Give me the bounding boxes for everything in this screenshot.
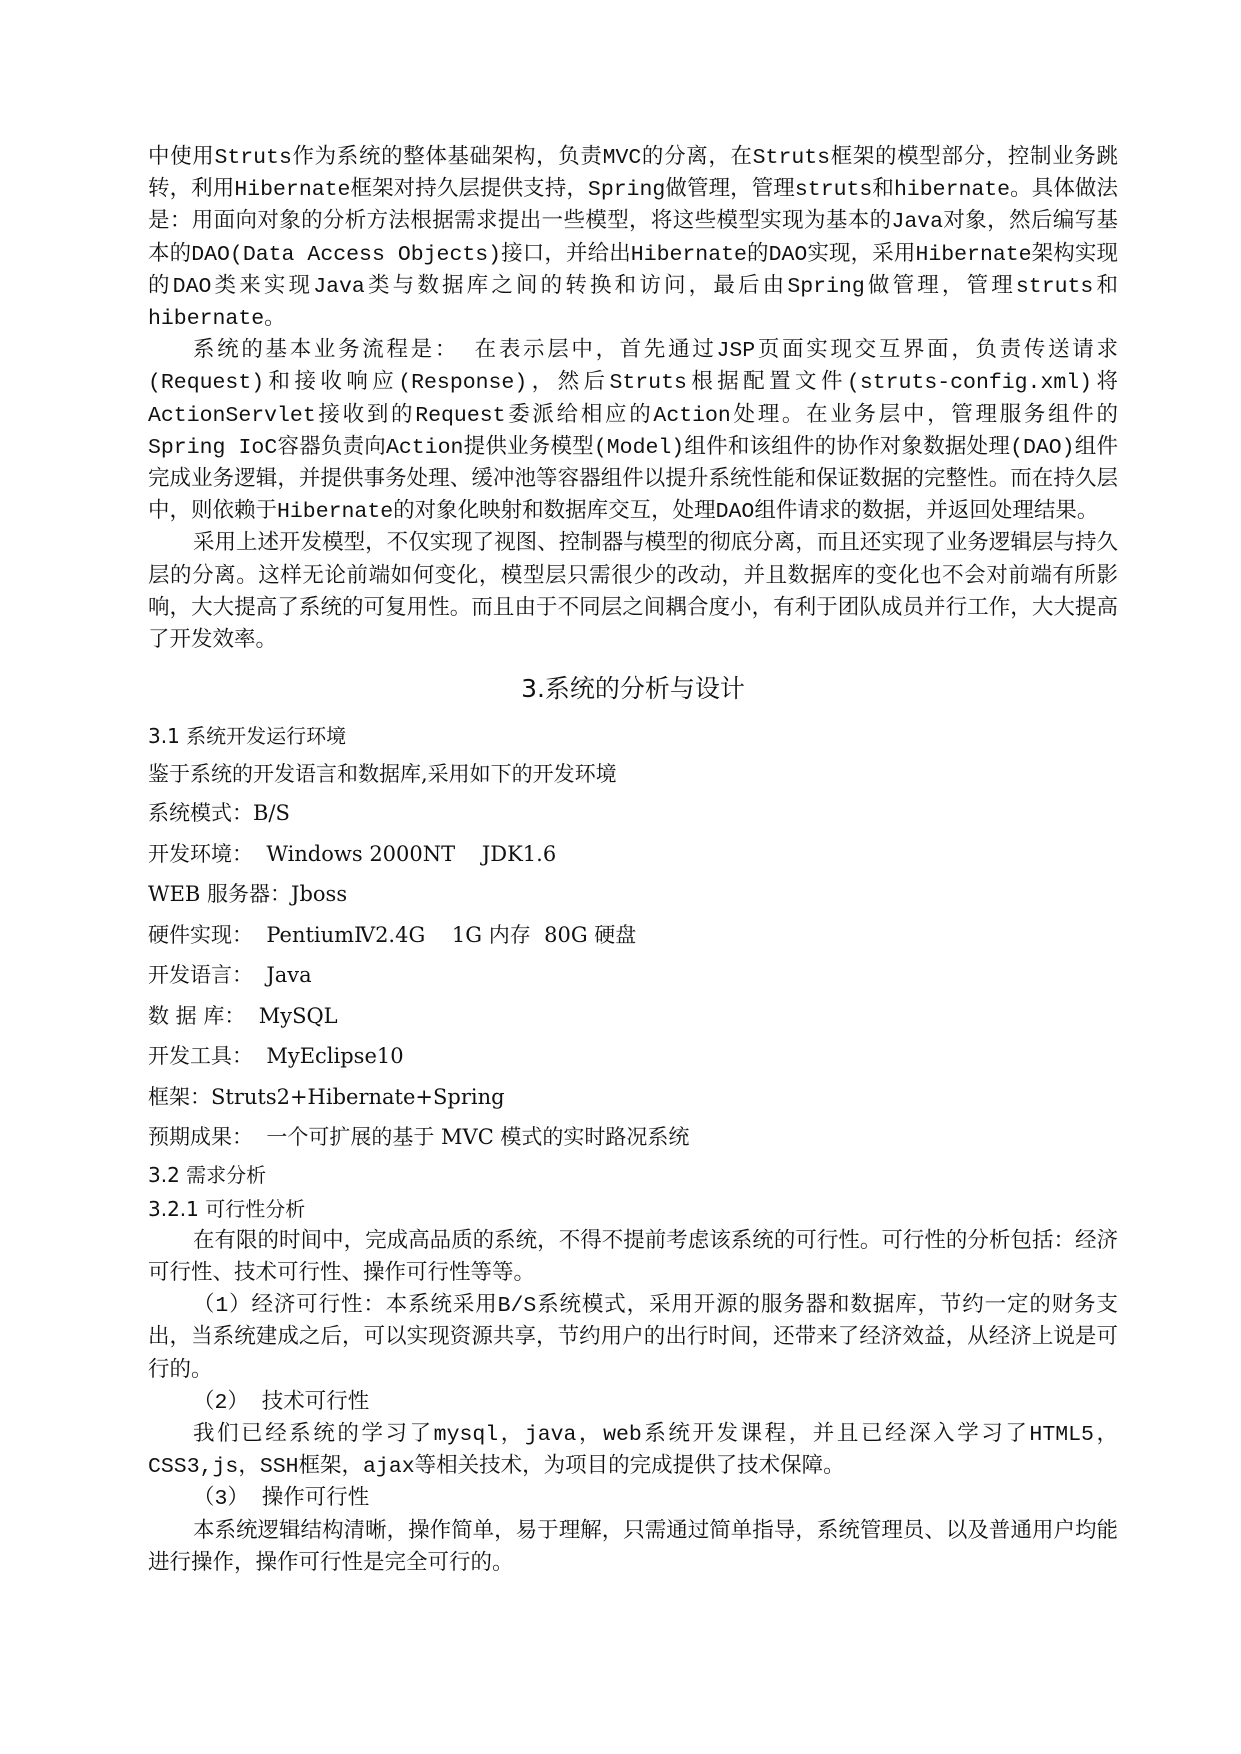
env-key: WEB 服务器： (148, 882, 292, 907)
env-key: 数 据 库： (148, 1003, 246, 1028)
env-value: Java (253, 963, 312, 988)
env-row (148, 955, 1118, 996)
env-value: MyEclipse10 (253, 1044, 404, 1069)
intro-paragraph-2: 系统的基本业务流程是： 在表示层中，首先通过JSP页面实现交互界面，负责传送请求(Request)和接收响应(Response)，然后Struts根据配置文件(struts-config.xml)将ActionServlet接收到的Request委派给相应的Action处理。在业务层中，管理服务组件的Spring IoC容器负责向Action提供业务模型(Model)组件和该组件的协作对象数据处理(DAO)组件完成业务逻辑，并提供事务处理、缓冲池等容器组件以提升系统性能和保证数据的完整性。而在持久层中，则依赖于Hibernate的对象化映射和数据库交互，处理DAO组件请求的数据，并返回处理结果。 (148, 339, 1118, 525)
env-row (148, 834, 1118, 875)
operation-feasibility-title: （3） 操作可行性 (193, 1487, 370, 1512)
env-value: Jboss (291, 882, 348, 907)
env-row (148, 1117, 1118, 1158)
env-value: B/S (253, 801, 290, 826)
tech-feasibility-title: （2） 技术可行性 (193, 1390, 370, 1415)
env-row (148, 996, 1118, 1037)
env-value: PentiumⅣ2.4G 1G 内存 80G 硬盘 (253, 922, 637, 947)
operation-feasibility-body: 本系统逻辑结构清晰，操作简单，易于理解，只需通过简单指导，系统管理员、以及普通用户均能进行操作，操作可行性是完全可行的。 (148, 1519, 1118, 1576)
env-key: 开发工具： (148, 1044, 253, 1069)
env-key: 系统模式： (148, 801, 253, 826)
environment-intro: 鉴于系统的开发语言和数据库,采用如下的开发环境 (148, 762, 617, 787)
env-row (148, 874, 1118, 915)
intro-paragraph-3: 采用上述开发模型，不仅实现了视图、控制器与模型的彻底分离，而且还实现了业务逻辑层与持久层的分离。这样无论前端如何变化，模型层只需很少的改动，并且数据库的变化也不会对前端有所影响，大大提高了系统的可复用性。而且由于不同层之间耦合度小，有利于团队成员并行工作，大大提高了开发效率。 (148, 532, 1118, 654)
env-value: Windows 2000NT JDK1.6 (253, 841, 557, 866)
env-row (148, 1077, 1118, 1118)
env-value: Struts2+Hibernate+Spring (211, 1084, 505, 1109)
env-key: 预期成果： (148, 1125, 253, 1150)
feasibility-intro: 在有限的时间中，完成高品质的系统，不得不提前考虑该系统的可行性。可行性的分析包括：经济可行性、技术可行性、操作可行性等等。 (148, 1229, 1118, 1286)
env-row (148, 1036, 1118, 1077)
env-row (148, 915, 1118, 956)
intro-paragraph-1: 中使用Struts作为系统的整体基础架构，负责MVC的分离，在Struts框架的模型部分，控制业务跳转，利用Hibernate框架对持久层提供支持，Spring做管理，管理struts和hibernate。具体做法是：用面向对象的分析方法根据需求提出一些模型，将这些模型实现为基本的Java对象，然后编写基本的DAO(Data Access Objects)接口，并给出Hibernate的DAO实现，采用Hibernate架构实现的DAO类来实现Java类与数据库之间的转换和访问，最后由Spring做管理，管理struts和hibernate。 (148, 146, 1118, 332)
economic-feasibility: （1）经济可行性：本系统采用B/S系统模式，采用开源的服务器和数据库，节约一定的财务支出，当系统建成之后，可以实现资源共享，节约用户的出行时间，还带来了经济效益，从经济上说是可行的。 (148, 1294, 1118, 1383)
tech-feasibility-body: 我们已经系统的学习了mysql，java，web系统开发课程，并且已经深入学习了HTML5，CSS3,js，SSH框架，ajax等相关技术，为项目的完成提供了技术保障。 (148, 1422, 1118, 1480)
env-row (148, 793, 1118, 834)
section-3-2-heading: 3.2 需求分析 (148, 1162, 267, 1187)
env-key: 开发语言： (148, 963, 253, 988)
env-value: 一个可扩展的基于 MVC 模式的实时路况系统 (253, 1125, 690, 1150)
environment-list (148, 793, 1118, 1158)
env-key: 框架： (148, 1084, 211, 1109)
env-value: MySQL (245, 1003, 338, 1028)
chapter-title: 3.系统的分析与设计 (521, 674, 745, 704)
section-3-1-heading: 3.1 系统开发运行环境 (148, 724, 347, 749)
env-key: 硬件实现： (148, 922, 253, 947)
env-key: 开发环境： (148, 841, 253, 866)
section-3-2-1-heading: 3.2.1 可行性分析 (148, 1196, 306, 1221)
document-page (148, 142, 1118, 1580)
